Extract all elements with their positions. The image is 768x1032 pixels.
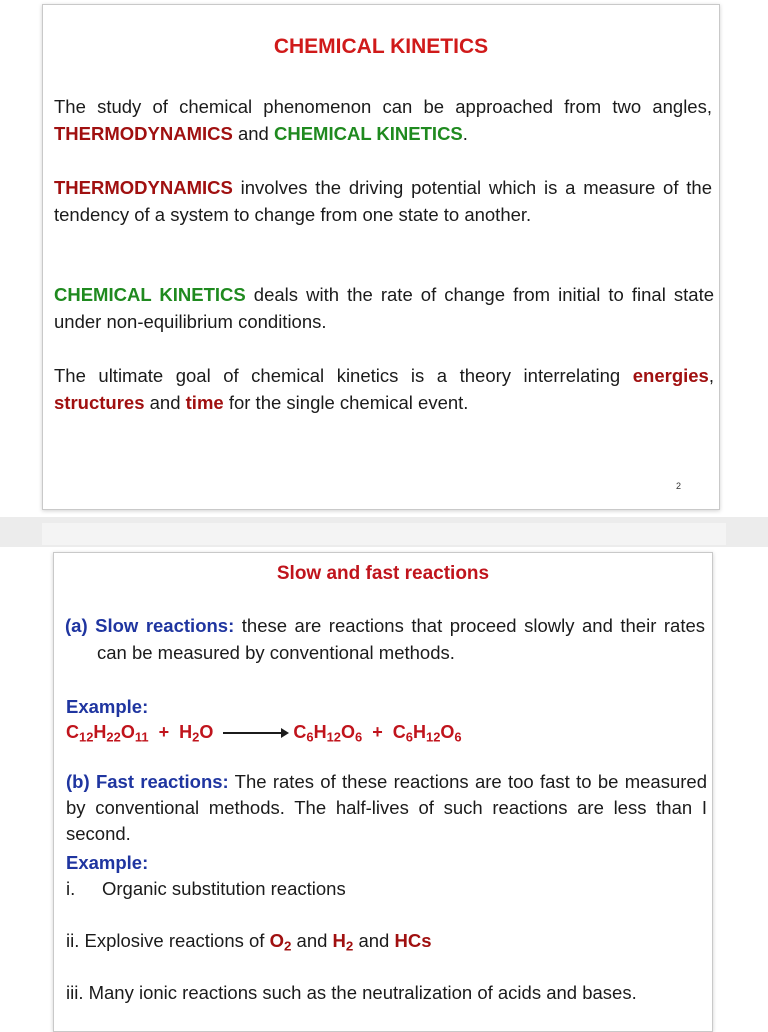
slide-slow-fast-reactions [53,552,713,1032]
thermodynamics-text: involves the driving potential which is a measure of the tendency of a system to change from one state to another. [54,177,712,225]
marker-a: (a) [65,615,88,636]
example-item-1 [66,875,346,902]
intro-paragraph [54,93,712,147]
thermodynamics-paragraph [54,174,712,228]
slide-separator-inner [42,523,726,545]
hydrogen-formula: H [332,930,346,951]
term-thermodynamics: THERMODYNAMICS [54,123,233,144]
goal-sep: and [144,392,186,413]
word-time: time [185,392,224,413]
reactant-sucrose: $C_{12}H_{22}O_{11}$ [66,722,149,745]
oxygen-formula: O [269,930,284,951]
hydrocarbons-term: HCs [394,930,432,951]
slow-reactions-text: these are reactions that proceed slowly and their rates can be measured by conventional methods. [97,615,705,663]
fast-reactions-paragraph [66,769,707,847]
reactant-water: $H_2O$ [179,722,214,745]
kinetics-text: deals with the rate of change from initial to final state under non-equilibrium conditions. [54,284,715,332]
list-item-text: iii. Many ionic reactions such as the neutralization of acids and bases. [66,982,637,1003]
fast-reactions-text: The rates of these reactions are too fast to be measured by conventional methods. The half-lives of such reactions are less than I second. [66,771,707,844]
reaction-arrow-icon [223,732,287,734]
example-item-2: ii. Explosive reactions of $O_2$ and $H_2$ and HCs [66,930,432,954]
term-chemical-kinetics: CHEMICAL KINETICS [54,284,246,305]
list-item-text: Organic substitution reactions [102,878,346,899]
slide-title: Slow and fast reactions [276,563,490,584]
goal-paragraph [54,362,714,416]
word-structures: structures [54,392,145,413]
goal-text-end: for the single chemical event. [223,392,469,413]
goal-text: The ultimate goal of chemical kinetics is a theory interrelating [54,365,633,386]
slow-reactions-paragraph [65,612,705,666]
fast-reactions-label: Fast reactions: [95,771,229,792]
word-energies: energies [632,365,709,386]
kinetics-paragraph [54,281,714,335]
intro-text-and: and [232,123,274,144]
slide-title: CHEMICAL KINETICS [273,35,489,58]
term-chemical-kinetics: CHEMICAL KINETICS [274,123,463,144]
example-label: Example: [66,696,149,717]
example-label: Example: [66,852,149,873]
plus-sign: + [372,722,383,742]
intro-text-period: . [462,123,468,144]
intro-text: The study of chemical phenomenon can be approached from two angles, [54,96,712,117]
sucrose-hydrolysis-equation [66,719,462,746]
goal-sep: , [708,365,714,386]
list-marker: i. [66,878,76,899]
marker-b: (b) [66,771,90,792]
slide-chemical-kinetics [42,4,720,510]
example-item-3 [66,979,708,1006]
slow-reactions-label: Slow reactions: [95,615,235,636]
plus-sign: + [158,722,170,742]
list-item-text: ii. Explosive reactions of [66,930,270,951]
product-fructose: $C_6H_{12}O_6$ [392,722,462,745]
term-thermodynamics: THERMODYNAMICS [54,177,233,198]
product-glucose: $C_6H_{12}O_6$ [293,722,363,745]
page-number: 2 [676,481,682,491]
